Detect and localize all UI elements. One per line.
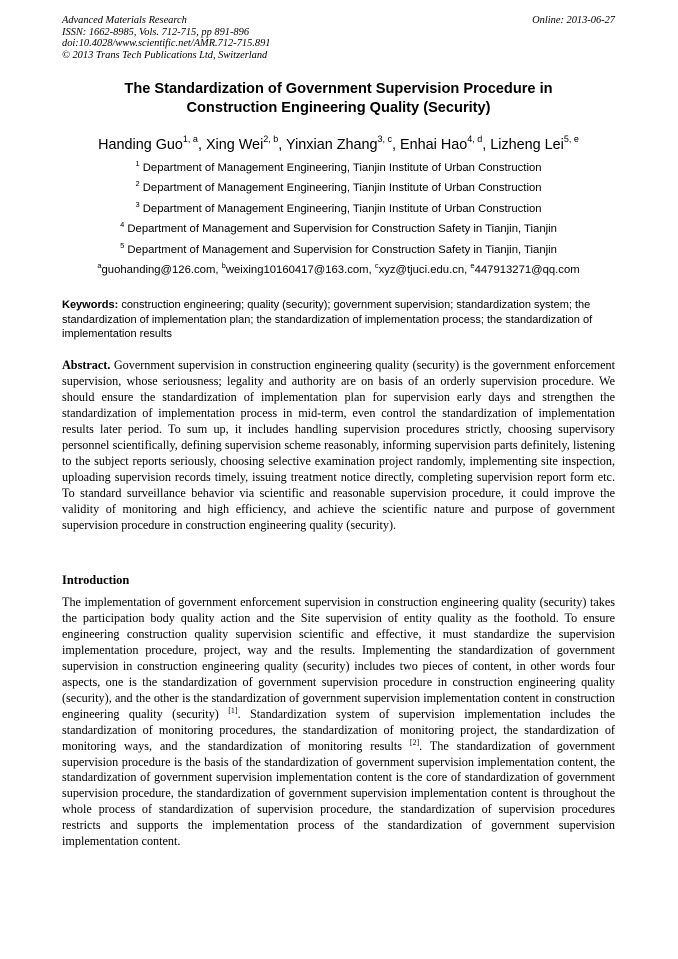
journal-doi: doi:10.4028/www.scientific.net/AMR.712-715.891: [62, 38, 271, 50]
author-name: Handing Guo: [98, 136, 183, 153]
affiliation-number: 4: [120, 220, 125, 230]
affiliation-number: 5: [120, 240, 125, 250]
affiliation: [62, 195, 615, 215]
author-affil-marker: 3, c: [377, 134, 393, 144]
affiliation: [62, 174, 615, 194]
paper-title-line-2: Construction Engineering Quality (Security): [186, 100, 491, 116]
journal-copyright: © 2013 Trans Tech Publications Ltd, Switzerland: [62, 49, 268, 61]
affiliation-text: Department of Management Engineering, Tianjin Institute of Urban Construction: [142, 202, 542, 215]
paper-title: [62, 80, 615, 118]
affiliation-number: 1: [135, 159, 140, 168]
introduction-text: . Standardization system of supervision implementation includes the standardization of monitoring procedures, the standardization of monitoring project, the standardization of monitoring ways, and the standardization of monitoring results: [62, 706, 616, 753]
section-heading-introduction: Introduction: [62, 573, 130, 587]
affiliation: [62, 154, 615, 174]
journal-header: [62, 15, 422, 61]
email-marker: a: [97, 260, 102, 270]
abstract-text: Government supervision in construction engineering quality (security) is the government enforcement supervision, whose seriousness; legality and authority are on basis of an orderly supervision procedure. We should ensure the standardization of implementation plan for supervision early days and strengthen the standardization of implementation process in mid-term, even control the standardization of implementation results later period. To sum up, it includes handling supervision procedures strictly, choosing supervisory personnel scientifically, defining supervision scheme reasonably, informing supervision parts definitely, listening to the subject reports seriously, choosing selective examination project randomly, implementing site inspection, uploading supervision records timely, issuing treatment notice directly, completing supervision report form etc. To standard surveillance behavior via scientific and reasonable supervision procedure, it could improve the validity of monitoring and high efficiency, and achieve the scientific nature and purpose of government supervision procedure in construction engineering quality (security).: [62, 358, 616, 532]
affiliation-text: Department of Management Engineering, Tianjin Institute of Urban Construction: [142, 161, 542, 174]
affiliation-number: 3: [135, 199, 140, 209]
email-list: $^a$guohanding@126.com, $^b$weixing10160417@163.com, $^c$xyz@tjuci.edu.cn, $^e$447913271@qq.com: [97, 260, 580, 276]
email-marker: b: [221, 260, 226, 270]
email-address[interactable]: guohanding@126.com: [101, 263, 216, 276]
author-list: Handing Guo$^{1, a}$, Xing Wei$^{2, b}$, Yinxian Zhang$^{3, c}$, Enhai Hao$^{4, d}$, Lizheng Lei$^{5, e}$: [98, 134, 579, 153]
author-name: Yinxian Zhang: [286, 136, 378, 153]
abstract-label: Abstract.: [62, 358, 111, 372]
online-date: Online: 2013-06-27: [532, 15, 615, 26]
email-marker: c: [374, 260, 379, 270]
email-address[interactable]: 447913271@qq.com: [474, 263, 580, 276]
affiliation-text: Department of Management Engineering, Tianjin Institute of Urban Construction: [142, 182, 542, 195]
keywords-block: [62, 298, 615, 342]
author-affil-marker: 1, a: [182, 134, 198, 144]
citation-ref[interactable]: [1]: [228, 705, 238, 715]
abstract-block: [62, 358, 615, 533]
introduction-text: The implementation of government enforcement supervision in construction engineering quality (security) takes the participation body quality action and the Site supervision of entity quality as the foothold. To ensure engineering construction quality supervision scientific and effective, it must standardize the supervision implementation procedure, project, way and the results. Implementing the standardization of government supervision in construction engineering quality (security) includes two pieces of content, in other words four aspects, one is the standardization of government supervision procedure in construction engineering quality (security), and the other is the standardization of government supervision implementation content in construction engineering quality (security): [62, 595, 615, 721]
introduction-text: . The standardization of government supervision procedure is the basis of the standardization of government supervision implementation content, the standardization of government supervision implementation content is the core of standardization of government supervision procedure, the standardization of government supervision implementation content is throughout the whole process of standardization of supervision procedure, the standardization of supervision procedures restricts and supports the implementation process of the standardization of government supervision implementation content.: [62, 738, 615, 849]
journal-issn: ISSN: 1662-8985, Vols. 712-715, pp 891-896: [62, 26, 250, 38]
paper-title-line-1: The Standardization of Government Supervision Procedure in: [124, 81, 553, 97]
author-name: Xing Wei: [205, 136, 264, 153]
email-marker: e: [470, 260, 475, 270]
affiliation-number: 2: [135, 179, 140, 189]
author-affil-marker: 4, d: [467, 134, 483, 144]
introduction-paragraph: [62, 595, 615, 850]
email-address[interactable]: weixing10160417@163.com: [225, 263, 369, 276]
affiliation-text: Department of Management and Supervision for Construction Safety in Tianjin, Tianjin: [127, 222, 557, 235]
author-affil-marker: 2, b: [263, 134, 279, 144]
keywords-text: construction engineering; quality (security); government supervision; standardization system; the standardization of implementation plan; the standardization of implementation process; the standardization of implementation results: [62, 299, 593, 341]
email-address[interactable]: xyz@tjuci.edu.cn: [378, 263, 465, 276]
affiliation: [62, 236, 615, 256]
author-name: Lizheng Lei: [490, 136, 564, 153]
keywords-label: Keywords:: [62, 299, 119, 311]
author-affil-marker: 5, e: [563, 134, 579, 144]
affiliation: [62, 215, 615, 235]
affiliation-text: Department of Management and Supervision for Construction Safety in Tianjin, Tianjin: [127, 243, 557, 256]
journal-name: Advanced Materials Research: [62, 15, 187, 26]
citation-ref[interactable]: [2]: [409, 737, 420, 747]
author-name: Enhai Hao: [400, 136, 468, 153]
affiliation-list: [62, 154, 615, 276]
